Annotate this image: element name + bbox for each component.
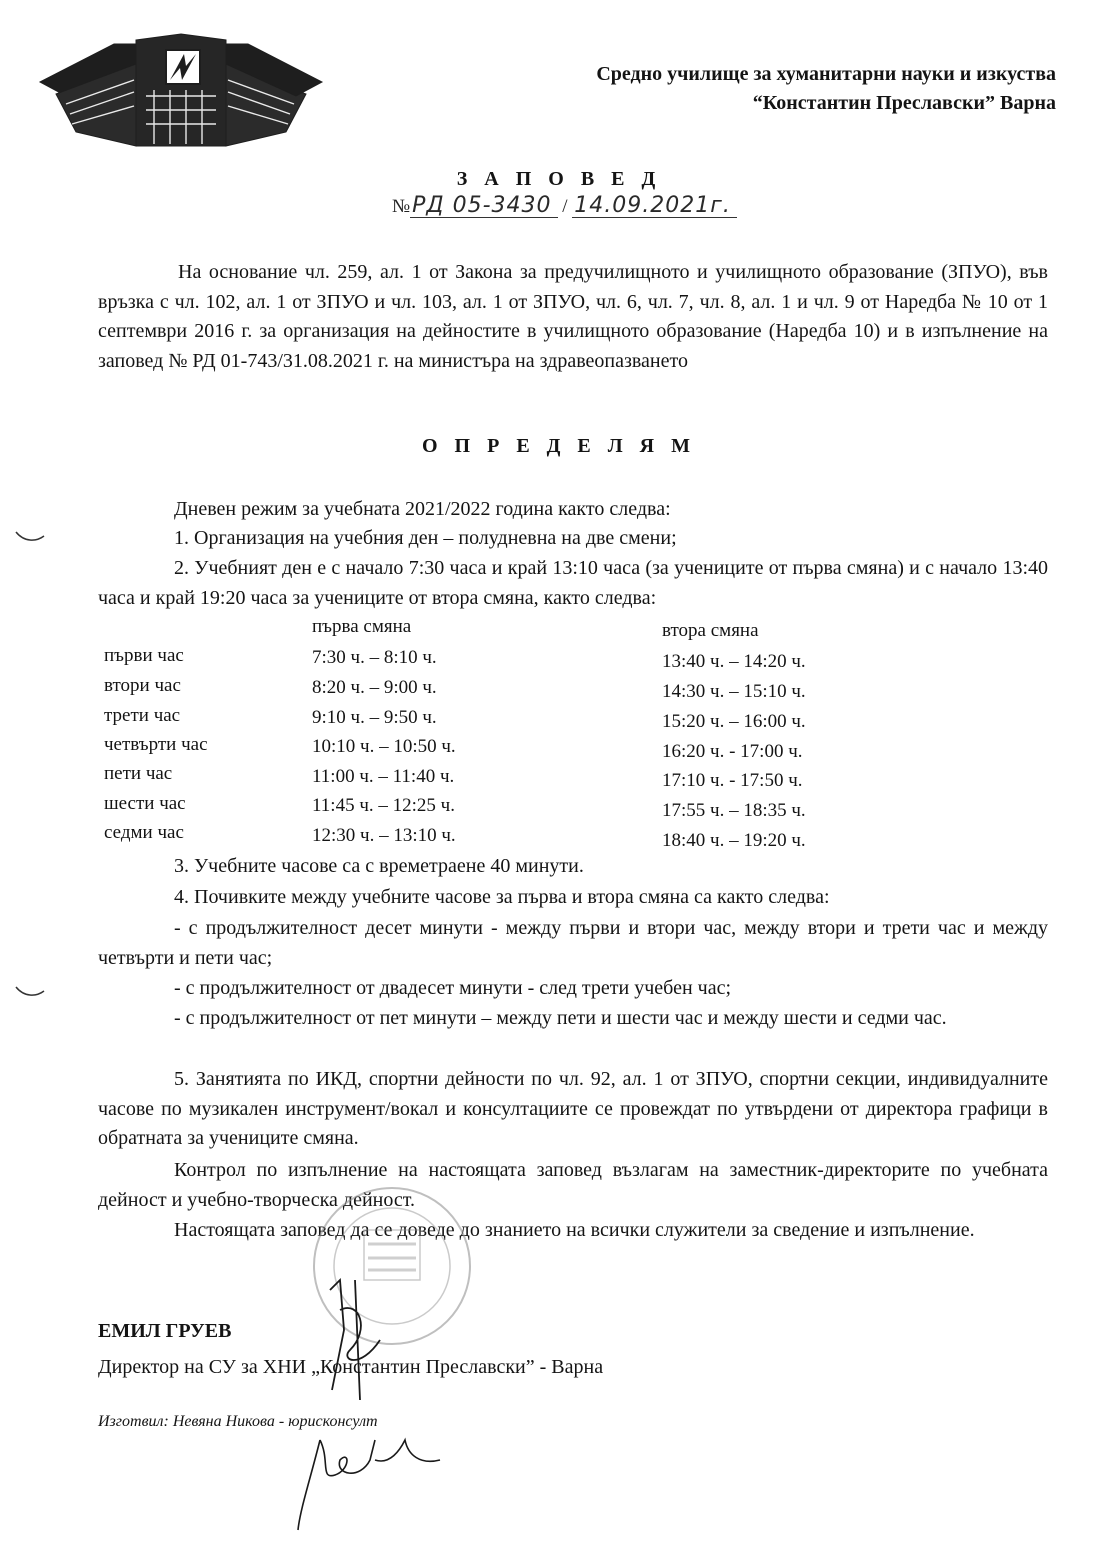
period-3: трети час <box>104 705 181 726</box>
item-2: 2. Учебният ден е с начало 7:30 часа и край 13:10 часа (за учениците от първа смяна) и с начало 13:40 часа и край 19:20 часа за учениците от втора смяна, както следва: <box>98 557 1048 609</box>
shift1-time-7: 12:30 ч. – 13:10 ч. <box>312 825 456 846</box>
shift2-time-2: 14:30 ч. – 15:10 ч. <box>662 681 806 702</box>
handwritten-date: 14.09.2021г. <box>574 193 731 218</box>
prepared-by: Изготвил: Невяна Никова - юрисконсулт <box>98 1413 378 1430</box>
period-2: втори час <box>104 675 181 696</box>
order-number: №РД 05-3430 / 14.09.2021г. <box>392 193 737 218</box>
shift2-time-3: 15:20 ч. – 16:00 ч. <box>662 711 806 732</box>
shift1-time-5: 11:00 ч. – 11:40 ч. <box>312 766 455 787</box>
decide-heading: О П Р Е Д Е Л Я М <box>422 435 696 457</box>
punch-mark <box>14 985 46 999</box>
shift1-time-3: 9:10 ч. – 9:50 ч. <box>312 707 437 728</box>
preamble-paragraph: На основание чл. 259, ал. 1 от Закона за предучилищното и училищното образование (ЗПУО), във връзка с чл. 102, ал. 1 от ЗПУО и чл. 103, ал. 1 от ЗПУО, чл. 6, чл. 7, чл. 8, ал. 1 и чл. 9 от Наредба № 10 от 1 септември 2016 г. за организация на дейностите в училищното образование (Наредба 10) и в изпълнение на заповед № РД 01-743/31.08.2021 г. на министъра на здравеопазването <box>98 261 1048 372</box>
school-name <box>596 60 1056 118</box>
item-5: 5. Занятията по ИКД, спортни дейности по чл. 92, ал. 1 от ЗПУО, спортни секции, индивидуалните часове по музикален инструмент/вокал и консултациите се провеждат по утвърдени от директора графици в обратната за учениците смяна. <box>98 1068 1048 1149</box>
lawyer-signature <box>290 1420 450 1540</box>
period-4: четвърти час <box>104 734 208 755</box>
notify-paragraph: Настоящата заповед да се доведе до знанието на всички служители за сведение и изпълнение. <box>174 1219 975 1241</box>
shift2-header: втора смяна <box>662 620 759 641</box>
punch-mark <box>14 530 46 544</box>
shift1-time-1: 7:30 ч. – 8:10 ч. <box>312 647 437 668</box>
shift1-time-2: 8:20 ч. – 9:00 ч. <box>312 677 437 698</box>
item-3: 3. Учебните часове са с времетраене 40 минути. <box>174 855 584 877</box>
period-5: пети час <box>104 763 173 784</box>
handwritten-number: РД 05-3430 <box>412 193 552 218</box>
period-1: първи час <box>104 645 184 666</box>
number-prefix: № <box>392 196 411 217</box>
item-4a: - с продължителност десет минути - между първи и втори час, между втори и трети час и между четвърти и пети час; <box>98 917 1048 969</box>
director-signature <box>310 1270 420 1410</box>
shift2-time-1: 13:40 ч. – 14:20 ч. <box>662 651 806 672</box>
period-7: седми час <box>104 822 184 843</box>
order-title: З А П О В Е Д <box>456 168 662 190</box>
shift2-time-7: 18:40 ч. – 19:20 ч. <box>662 830 806 851</box>
period-6: шести час <box>104 793 186 814</box>
shift1-time-6: 11:45 ч. – 12:25 ч. <box>312 795 455 816</box>
shift2-time-5: 17:10 ч. - 17:50 ч. <box>662 770 803 791</box>
school-name-line2: “Константин Преславски” Варна <box>752 92 1056 114</box>
signatory-title: Директор на СУ за ХНИ „Константин Преславски” - Варна <box>98 1356 604 1378</box>
school-name-line1: Средно училище за хуманитарни науки и изкуства <box>596 63 1056 85</box>
shift1-time-4: 10:10 ч. – 10:50 ч. <box>312 736 456 757</box>
item-4c: - с продължителност от пет минути – между пети и шести час и между шести и седми час. <box>174 1007 947 1029</box>
shift2-time-6: 17:55 ч. – 18:35 ч. <box>662 800 806 821</box>
shift1-header: първа смяна <box>312 616 412 637</box>
item-4: 4. Почивките между учебните часове за първа и втора смяна са както следва: <box>174 886 830 908</box>
signatory-name: ЕМИЛ ГРУЕВ <box>98 1320 232 1342</box>
school-logo <box>36 20 326 160</box>
item-1: 1. Организация на учебния ден – полудневна на две смени; <box>174 527 677 549</box>
control-paragraph: Контрол по изпълнение на настоящата заповед възлагам на заместник-директорите по учебната дейност и учебно-творческа дейност. <box>98 1159 1048 1211</box>
intro-line: Дневен режим за учебната 2021/2022 година както следва: <box>174 498 671 520</box>
item-4b: - с продължителност от двадесет минути - след трети учебен час; <box>174 977 732 999</box>
shift2-time-4: 16:20 ч. - 17:00 ч. <box>662 741 803 762</box>
